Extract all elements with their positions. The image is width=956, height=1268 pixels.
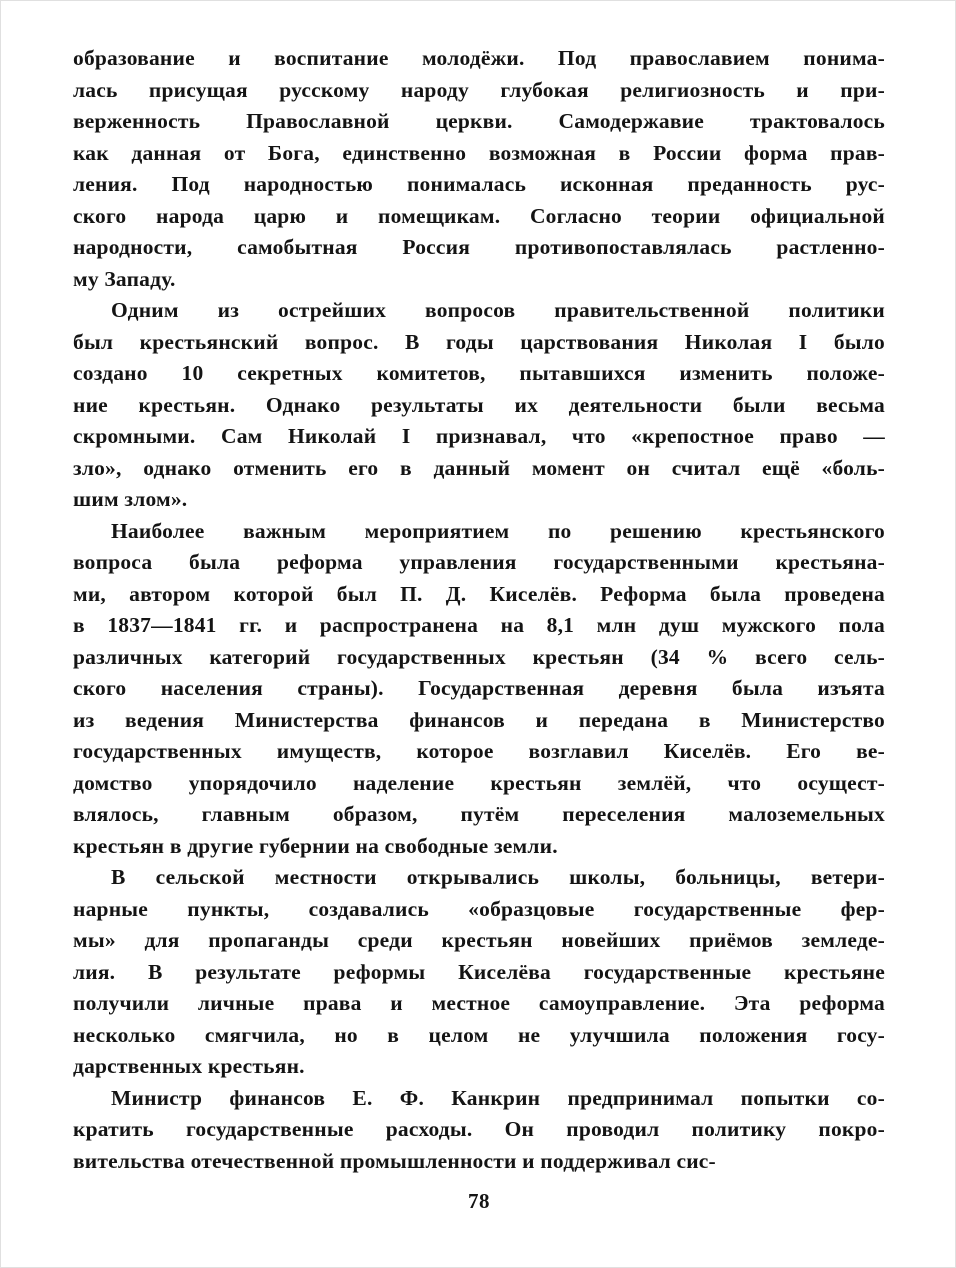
- text-line: получили личные права и местное самоуправление. Эта реформа: [73, 991, 885, 1015]
- text-line: дарственных крестьян.: [73, 1054, 305, 1078]
- text-line: ние крестьян. Однако результаты их деятельности были весьма: [73, 392, 885, 417]
- text-line: Одним из острейших вопросов правительственной политики: [111, 298, 885, 322]
- text-line: вительства отечественной промышленности и поддерживал сис-: [73, 1148, 716, 1173]
- text-line: кратить государственные расходы. Он проводил политику покро-: [73, 1117, 885, 1141]
- text-line: домство упорядочило наделение крестьян землёй, что осущест-: [73, 770, 885, 795]
- text-line: вопроса была реформа управления государственными крестьяна-: [73, 550, 885, 574]
- text-line: ми, автором которой был П. Д. Киселёв. Реформа была проведена: [73, 581, 885, 606]
- text-line: ского населения страны). Государственная деревня была изъята: [73, 676, 885, 700]
- paragraph: [73, 516, 885, 863]
- text-line: мы» для пропаганды среди крестьян новейших приёмов земледе-: [73, 928, 885, 952]
- text-line: зло», однако отменить его в данный момент он считал ещё «боль-: [73, 455, 885, 480]
- text-line: из ведения Министерства финансов и передана в Министерство: [73, 707, 885, 732]
- text-line: скромными. Сам Николай I признавал, что «крепостное право —: [73, 424, 885, 448]
- text-line: был крестьянский вопрос. В годы царствования Николая I было: [73, 329, 885, 354]
- text-line: лия. В результате реформы Киселёва государственные крестьяне: [73, 959, 885, 984]
- text-line: различных категорий государственных крестьян (34 % всего сель-: [73, 644, 885, 669]
- text-line: верженность Православной церкви. Самодержавие трактовалось: [73, 109, 885, 133]
- text-line: В сельской местности открывались школы, больницы, ветери-: [111, 865, 885, 889]
- text-line: му Западу.: [73, 266, 176, 291]
- text-line: ления. Под народностью понималась исконная преданность рус-: [73, 172, 885, 196]
- paragraph: [73, 295, 885, 516]
- text-line: как данная от Бога, единственно возможная в России форма прав-: [73, 140, 885, 165]
- text-line: крестьян в другие губернии на свободные земли.: [73, 833, 558, 858]
- paragraph: [73, 43, 885, 295]
- text-line: несколько смягчила, но в целом не улучшила положения госу-: [73, 1022, 885, 1047]
- text-line: нарные пункты, создавались «образцовые государственные фер-: [73, 896, 885, 921]
- text-line: шим злом».: [73, 487, 188, 511]
- text-line: создано 10 секретных комитетов, пытавшихся изменить положе-: [73, 361, 885, 385]
- text-line: государственных имуществ, которое возглавил Киселёв. Его ве-: [73, 739, 885, 763]
- paragraph: [73, 1083, 885, 1178]
- text-line: влялось, главным образом, путём переселения малоземельных: [73, 802, 885, 826]
- page-number: 78: [468, 1189, 490, 1213]
- paragraph: [73, 862, 885, 1083]
- page-text: [73, 43, 885, 1177]
- text-line: народности, самобытная Россия противопоставлялась растленно-: [73, 235, 885, 259]
- text-line: Наиболее важным мероприятием по решению крестьянского: [111, 518, 885, 543]
- text-line: Министр финансов Е. Ф. Канкрин предпринимал попытки со-: [111, 1085, 885, 1110]
- text-line: образование и воспитание молодёжи. Под православием понима-: [73, 46, 885, 70]
- text-line: лась присущая русскому народу глубокая религиозность и при-: [73, 77, 885, 102]
- text-line: в 1837—1841 гг. и распространена на 8,1 млн душ мужского пола: [73, 613, 885, 637]
- text-line: ского народа царю и помещикам. Согласно теории официальной: [73, 203, 885, 228]
